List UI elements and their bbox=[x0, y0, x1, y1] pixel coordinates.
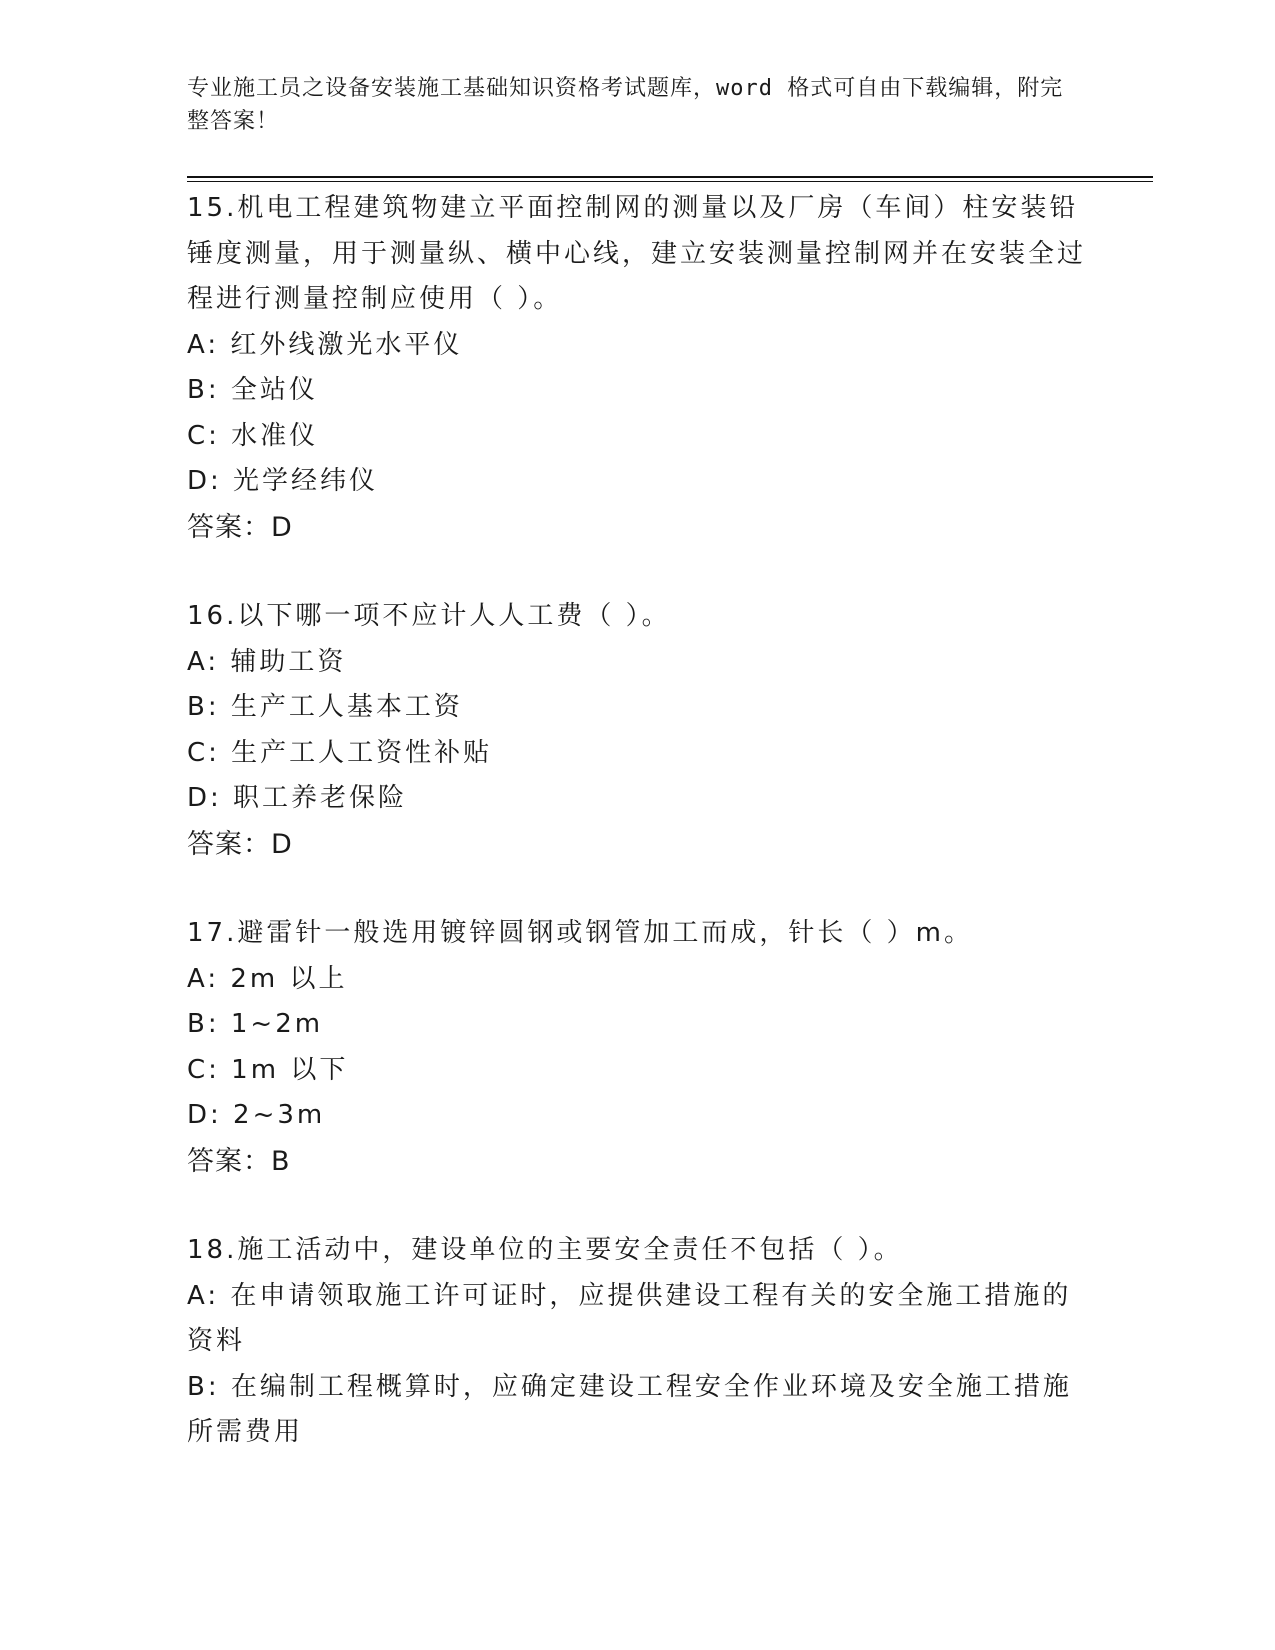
answer: 答案：D bbox=[187, 828, 293, 860]
option-c: C: 生产工人工资性补贴 bbox=[187, 737, 493, 768]
question-15 bbox=[187, 186, 1087, 550]
header-divider-thin bbox=[187, 181, 1153, 182]
option-d: D: 职工养老保险 bbox=[187, 783, 408, 813]
question-18 bbox=[187, 1228, 1087, 1456]
option-b: B: 在编制工程概算时，应确定建设工程安全作业环境及安全施工措施所需费用 bbox=[187, 1371, 1072, 1447]
question-17 bbox=[187, 911, 1087, 1184]
question-list bbox=[187, 186, 1087, 1500]
question-text: 17.避雷针一般选用镀锌圆钢或钢管加工而成，针长（ ）m。 bbox=[187, 918, 973, 948]
question-text: 15.机电工程建筑物建立平面控制网的测量以及厂房（车间）柱安装铅锤度测量，用于测量纵、横中心线，建立安装测量控制网并在安装全过程进行测量控制应使用（ ）。 bbox=[187, 193, 1087, 314]
option-b: B: 1~2m bbox=[187, 1009, 324, 1039]
answer: 答案：B bbox=[187, 1145, 291, 1177]
option-a: A: 辅助工资 bbox=[187, 646, 347, 677]
option-d: D: 2~3m bbox=[187, 1100, 326, 1130]
header-divider-thick bbox=[187, 176, 1153, 178]
option-b: B: 生产工人基本工资 bbox=[187, 692, 463, 722]
question-text: 18.施工活动中，建设单位的主要安全责任不包括（ ）。 bbox=[187, 1235, 903, 1265]
option-a: A: 红外线激光水平仪 bbox=[187, 329, 463, 360]
option-d: D: 光学经纬仪 bbox=[187, 466, 379, 496]
question-text: 16.以下哪一项不应计人人工费（ ）。 bbox=[187, 601, 671, 631]
option-c: C: 水准仪 bbox=[187, 420, 319, 451]
option-a: A: 2m 以上 bbox=[187, 963, 348, 994]
option-c: C: 1m 以下 bbox=[187, 1054, 349, 1085]
answer: 答案：D bbox=[187, 511, 293, 543]
option-b: B: 全站仪 bbox=[187, 375, 318, 405]
question-16 bbox=[187, 594, 1087, 867]
document-header: 专业施工员之设备安装施工基础知识资格考试题库，word 格式可自由下载编辑，附完整答案！ bbox=[187, 76, 1064, 134]
option-a: A: 在申请领取施工许可证时，应提供建设工程有关的安全施工措施的资料 bbox=[187, 1280, 1072, 1356]
